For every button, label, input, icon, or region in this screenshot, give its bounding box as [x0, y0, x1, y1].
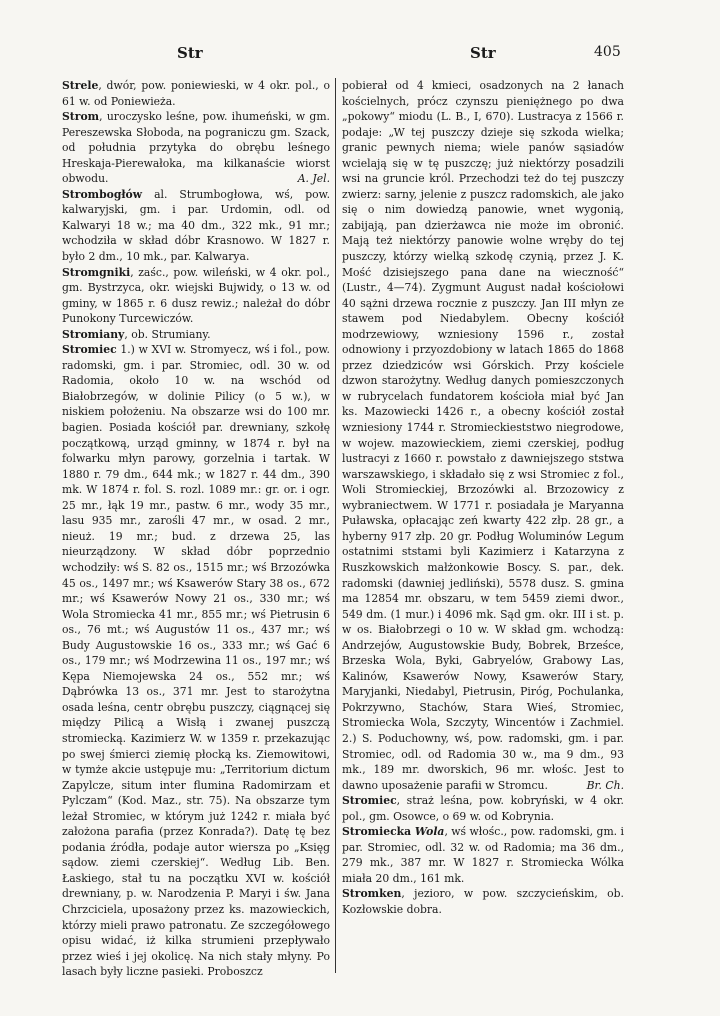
- column-divider: [335, 78, 336, 973]
- entry-text: , ob. Strumiany.: [124, 327, 211, 341]
- author-signature: A. Jel.: [297, 172, 330, 186]
- entry-text: , wś włośc., pow. radomski, gm. i par. Stromiec, odl. 32 w. od Radomia; ma 36 dm., 279 mk., 387 mr. W 1827 r. Stromiecka Wólka miała 20 dm., 161 mk.: [342, 825, 624, 885]
- entry-stromboglow: [62, 187, 330, 265]
- headword: Strom: [62, 110, 100, 124]
- entry-stromgniki: [62, 265, 330, 327]
- headword: Stromgniki: [62, 265, 131, 279]
- running-head-left: Str: [177, 44, 203, 62]
- entry-strom: [62, 109, 330, 187]
- headword: Stromken: [342, 887, 402, 901]
- running-head-right: Str: [470, 44, 496, 62]
- entry-strele: [62, 78, 330, 109]
- headword: Stromiec: [62, 343, 117, 357]
- entry-text: 1.) w XVI w. Stromyecz, wś i fol., pow. radomski, gm. i par. Stromiec, odl. 30 w. od Radomia, około 10 w. na wschód od Białobrzegów, w dolinie Pilicy (o 5 w.), w niskiem położeniu. Na obszarze wsi do 100 mr. bagien. Posiada kościół par. drewniany, szkołę początkową, urząd gminny, w 1874 r. był na folwarku młyn parowy, gorzelnia i tartak. W 1880 r. 79 dm., 644 mk.; w 1827 r. 44 dm., 390 mk. W 1874 r. fol. S. rozl. 1089 mr.: gr. or. i ogr. 25 mr., łąk 19 mr., pastw. 6 mr., wody 35 mr., lasu 935 mr., zarośli 47 mr., w osad. 2 mr., nieuż. 19 mr.; bud. z drzewa 25, las nieurządzony. W skład dóbr poprzednio wchodziły: wś S. 82 os., 1515 mr.; wś Brzozówka 45 os., 1497 mr.; wś Ksawerów Stary 38 os., 672 mr.; wś Ksawerów Nowy 21 os., 330 mr.; wś Wola Stromiecka 41 mr., 855 mr.; wś Pietrusin 6 os., 76 mt.; wś Augustów 11 os., 437 mr.; wś Budy Augustowskie 16 os., 333 mr.; wś Gać 6 os., 179 mr.; wś Modrzewina 11 os., 197 mr.; wś Kępa Niemojewska 24 os., 552 mr.; wś Dąbrówka 13 os., 371 mr. Jest to starożytna osada leśna, centr obrębu puszczy, ciągnącej się między Pilicą a Wisłą i zwanej puszczą stromiecką. Kazimierz W. w 1359 r. przekazując po swej śmierci ziemię płocką ks. Ziemowitowi, w tymże akcie ustępuje mu: „Territorium dictum Zapylcze, situm inter flumina Radomirzam et Pylczam“ (Kod. Maz., str. 75). Na obszarze tym leżał Stromiec, w którym już 1242 r. miała być założona parafia (przez Konrada?). Datę tę bez podania źródła, podaje autor wiersza po „Księg sądow. ziemi czerskiej“. Według Lib. Ben. Łaskiego, stał tu na początku XVI w. kościół drewniany, p. w. Narodzenia P. Maryi i św. Jana Chrzciciela, uposażony przez ks. mazowieckich, którzy mieli prawo patronatu. Ze szczegółowego opisu widać, iż kilka strumieni przepływało przez wieś i jej okolicę. Na nich stały młyny. Po lasach były liczne pasieki. Proboszcz: [62, 343, 330, 979]
- entry-text: , zaśc., pow. wileński, w 4 okr. pol., gm. Bystrzyca, okr. wiejski Bujwidy, o 13 w. od gminy, w 1865 r. 6 dusz rewiz.; należał do dóbr Punokony Turcewiczów.: [62, 265, 330, 326]
- headword: Stromiecka: [342, 825, 412, 839]
- author-signature: Br. Ch.: [586, 778, 624, 792]
- right-column: [342, 78, 624, 998]
- entry-text: , uroczysko leśne, pow. ihumeński, w gm. Pereszewska Słoboda, na pograniczu gm. Szack, od południa przytyka do obrębu leśnego Hreskaja-Pierewałoka, ma kilkanaście wiorst obwodu.: [62, 110, 330, 186]
- entry-stromiec-straz: [342, 793, 624, 824]
- headword-italic: Wola: [411, 825, 445, 839]
- entry-stromiec-continued: [342, 78, 624, 793]
- entry-stromiec: [62, 342, 330, 979]
- entry-text: , dwór, pow. poniewieski, w 4 okr. pol., o 61 w. od Poniewieża.: [62, 79, 330, 108]
- headword: Stromiec: [342, 794, 397, 808]
- entry-text: pobierał od 4 kmieci, osadzonych na 2 łanach kościelnych, prócz czynszu pieniężnego po dwa „pokowy“ miodu (L. B., I, 670). Lustracya z 1566 r. podaje: „W tej puszczy dzieje się szkoda wielka; granic pewnych niema; wiele panów sąsiadów wcielają się w tę puszczę; już niektórzy posadzili wsi na gruncie król. Przechodzi też do tej puszczy zwierz: sarny, jelenie z puszcz radomskich, ale jako się o nim dowiedzą panowie, wnet wygonią, zabijają, pan dzierżawca nie może im obronić. Mają też niektórzy panowie wolne wręby do tej puszczy, którzy wielką szkodę czynią, przez J. K. Mość dzisiejszego pana dane na wieczność“ (Lustr., 4—74). Zygmunt August nadał kościołowi 40 sążni drzewa rocznie z puszczy. Jan III młyn ze stawem pod Niedabylem. Obecny kościół modrzewiowy, wzniesiony 1596 r., został odnowiony i przyozdobiony w latach 1865 do 1868 przez dziedziców wsi Górskich. Przy kościele dzwon starożytny. Według danych pomieszczonych w rubrycelach fundatorem kościoła miał być Jan ks. Mazowiecki 1426 r., a obecny kościół został wzniesiony 1744 r. Stromieckieststwo niegrodowe, w wojew. mazowieckiem, ziemi czerskiej, podług lustracyi z 1660 r. powstało z dawniejszego ststwa warszawskiego, i składało się z wsi Stromiec z fol., Woli Stromieckiej, Brzozówki al. Brzozowicy z wybraniectwem. W 1771 r. posiadała je Maryanna Puławska, opłacając zeń kwarty 422 złp. 28 gr., a hyberny 917 złp. 20 gr. Podług Woluminów Legum ostatnimi ststami byli Kazimierz i Katarzyna z Ruszkowskich małżonkowie Boscy. S. par., dek. radomski (dawniej jedliński), 5578 dusz. S. gmina ma 12854 mr. obszaru, w tem 5459 ziemi dwor., 549 dm. (1 mur.) i 4096 mk. Sąd gm. okr. III i st. p. w os. Białobrzegi o 10 w. W skład gm. wchodzą: Andrzejów, Augustowskie Budy, Bobrek, Brześce, Brzeska Wola, Byki, Gabryelów, Grabowy Las, Kalinów, Ksawerów Nowy, Ksawerów Stary, Maryjanki, Niedabyl, Pietrusin, Piróg, Pochulanka, Pokrzywno, Stachów, Stara Wieś, Stromiec, Stromiecka Wola, Szczyty, Wincentów i Zachmiel. 2.) S. Poduchowny, wś, pow. radomski, gm. i par. Stromiec, odl. od Radomia 30 w., ma 9 dm., 93 mk., 189 mr. dworskich, 96 mr. włośc. Jest to dawno uposażenie parafii w Stromcu.: [342, 79, 624, 792]
- entry-stromken: [342, 886, 624, 917]
- entry-text: , straż leśna, pow. kobryński, w 4 okr. pol., gm. Osowce, o 69 w. od Kobrynia.: [342, 794, 624, 823]
- headword: Strombogłów: [62, 187, 143, 201]
- entry-stromiecka-wola: [342, 824, 624, 886]
- entry-stromiany: [62, 327, 330, 343]
- headword: Stromiany: [62, 327, 125, 341]
- entry-text: , jezioro, w pow. szczycieńskim, ob. Kozłowskie dobra.: [342, 887, 624, 916]
- entry-text: al. Strumbogłowa, wś, pow. kalwaryjski, gm. i par. Urdomin, odl. od Kalwaryi 18 w.; ma 40 dm., 322 mk., 91 mr.; wchodziła w skład dóbr Krasnowo. W 1827 r. było 2 dm., 10 mk., par. Kalwarya.: [62, 187, 330, 264]
- page-header: [0, 44, 720, 66]
- headword: Strele: [62, 79, 99, 92]
- left-column: [62, 78, 330, 998]
- page-number: 405: [594, 44, 621, 60]
